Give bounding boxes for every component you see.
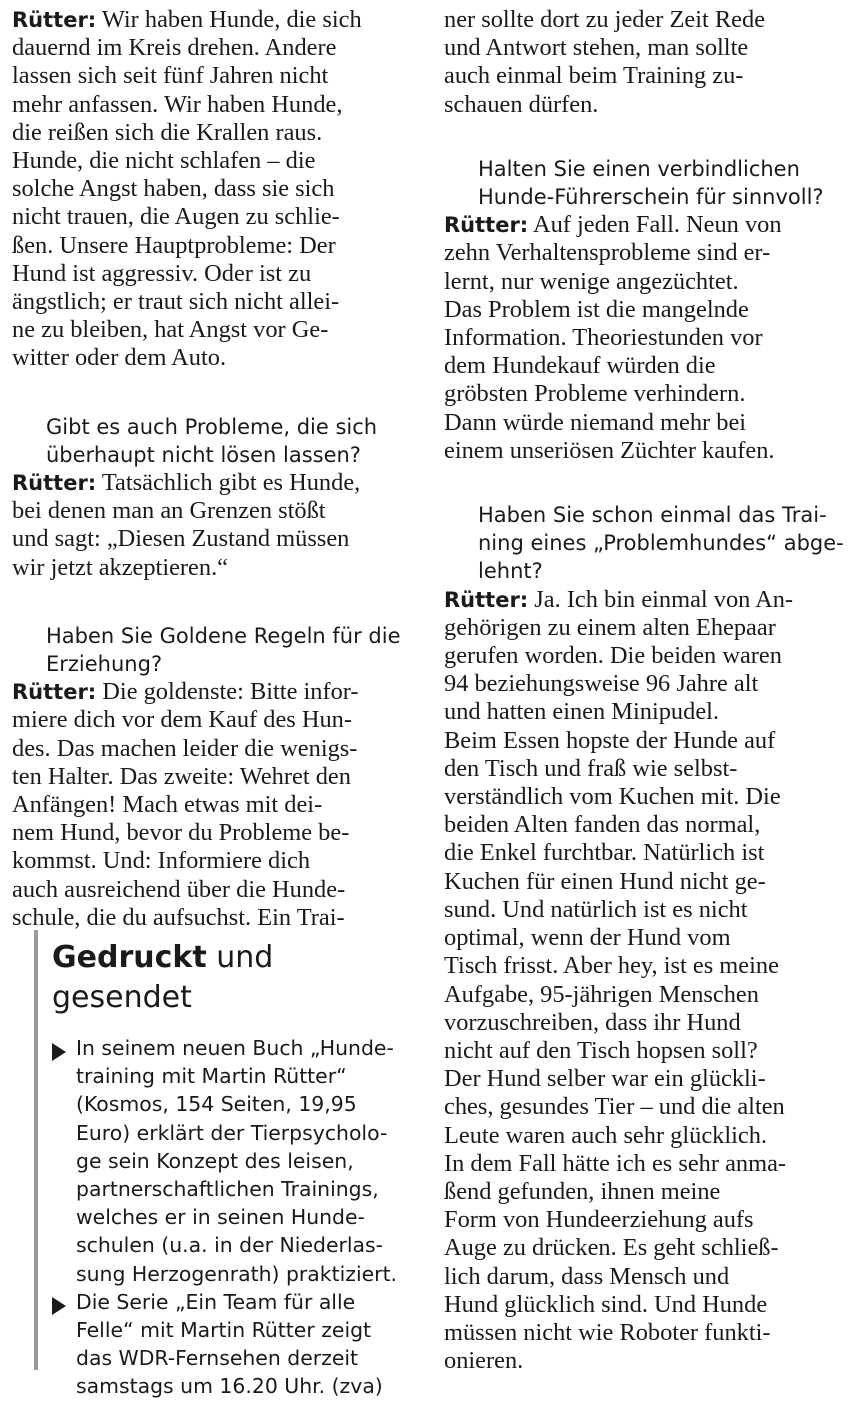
text-line: ning eines „Problemhundes“ abge- — [478, 531, 844, 556]
text-line: ne zu bleiben, hat Angst vor Ge- — [12, 316, 329, 344]
text-line: Hund glücklich sind. Und Hunde — [444, 1290, 768, 1318]
text-line: lehnt? — [478, 559, 543, 584]
text-line: lassen sich seit fünf Jahren nicht — [12, 62, 329, 90]
text-line: die Enkel furchtbar. Natürlich ist — [444, 839, 765, 867]
text-line: kommst. Und: Informiere dich — [12, 847, 311, 875]
text-line: In seinem neuen Buch „Hunde- — [76, 1036, 394, 1060]
text-line: Gibt es auch Probleme, die sich — [46, 414, 378, 439]
text-line: Aufgabe, 95-jährigen Menschen — [444, 980, 759, 1008]
text-line: Felle“ mit Martin Rütter zeigt — [76, 1318, 372, 1343]
text-line: solche Angst haben, dass sie sich — [12, 175, 335, 203]
info-bullet-text — [76, 1288, 383, 1401]
question-2 — [12, 413, 420, 469]
text-line: Euro) erklärt der Tierpsycholo- — [76, 1120, 388, 1145]
text-line: optimal, wenn der Hund vom — [444, 924, 731, 952]
speaker-label: Rütter: — [12, 680, 97, 705]
left-column — [12, 6, 420, 932]
speaker-label: Rütter: — [12, 471, 97, 496]
text-line: zehn Verhaltensprobleme sind er- — [444, 239, 771, 267]
text-line: mehr anfassen. Wir haben Hunde, — [12, 90, 343, 118]
text-line: vorzuschreiben, dass ihr Hund — [444, 1008, 741, 1036]
text-line: das WDR-Fernsehen derzeit — [76, 1346, 359, 1371]
answer-paragraph-2 — [12, 469, 420, 582]
text-line: auch einmal beim Training zu- — [444, 62, 744, 90]
text-line: Ja. Ich bin einmal von An- — [528, 585, 794, 613]
text-line: witter oder dem Auto. — [12, 344, 227, 372]
answer-paragraph-continued — [444, 6, 854, 119]
text-line: In dem Fall hätte ich es sehr anma- — [444, 1149, 787, 1177]
text-line: ten Halter. Das zweite: Wehret den — [12, 762, 351, 790]
text-line: einem unseriösen Züchter kaufen. — [444, 436, 775, 464]
answer-paragraph-1 — [12, 6, 420, 373]
info-box-title: Gedruckt und gesendet — [52, 940, 274, 1015]
text-line: des. Das machen leider die wenigs- — [12, 734, 358, 762]
text-line: dauernd im Kreis drehen. Andere — [12, 34, 337, 62]
text-line: Das Problem ist die mangelnde — [444, 295, 749, 323]
text-line: Auf jeden Fall. Neun von — [528, 211, 782, 239]
text-line: Die goldenste: Bitte infor- — [96, 678, 359, 706]
text-line: schule, die du aufsuchst. Ein Trai- — [12, 903, 345, 931]
text-line: Form von Hundeerziehung aufs — [444, 1206, 754, 1234]
text-line: onieren. — [444, 1347, 524, 1375]
text-line: ßend gefunden, ihnen meine — [444, 1177, 721, 1205]
speaker-label: Rütter: — [12, 8, 97, 32]
text-line: partnerschaftlichen Trainings, — [76, 1177, 379, 1202]
question-4 — [444, 155, 854, 211]
text-line: gehörigen zu einem alten Ehepaar — [444, 613, 776, 641]
text-line: nem Hund, bevor du Probleme be- — [12, 819, 350, 847]
speaker-label: Rütter: — [444, 587, 529, 612]
question-5 — [444, 501, 854, 586]
text-line: und sagt: „Diesen Zustand müssen — [12, 525, 350, 553]
text-line: Halten Sie einen verbindlichen — [478, 156, 800, 181]
text-line: 94 beziehungsweise 96 Jahre alt — [444, 670, 759, 698]
text-line: miere dich vor dem Kauf des Hun- — [12, 706, 353, 734]
text-line: nicht auf den Tisch hopsen soll? — [444, 1036, 758, 1064]
text-line: auch ausreichend über die Hunde- — [12, 875, 346, 903]
text-line: und Antwort stehen, man sollte — [444, 34, 749, 62]
text-line: ches, gesundes Tier – und die alten — [444, 1093, 785, 1121]
text-line: beiden Alten fanden das normal, — [444, 811, 761, 839]
text-line: schauen dürfen. — [444, 90, 599, 118]
text-line: die reißen sich die Krallen raus. — [12, 118, 323, 146]
text-line: Hunde, die nicht schlafen – die — [12, 147, 316, 175]
text-line: samstags um 16.20 Uhr. (zva) — [76, 1374, 383, 1399]
info-bullet-text — [76, 1034, 397, 1288]
right-column — [444, 6, 854, 1375]
info-bullet-tv — [52, 1288, 414, 1401]
triangle-bullet-icon — [52, 1297, 66, 1315]
text-line: Information. Theoriestunden vor — [444, 324, 763, 352]
text-line: verständlich vom Kuchen mit. Die — [444, 783, 781, 811]
text-line: Wir haben Hunde, die sich — [96, 6, 362, 33]
text-line: Die Serie „Ein Team für alle — [76, 1289, 356, 1314]
text-line: Kuchen für einen Hund nicht ge- — [444, 867, 766, 895]
text-line: gröbsten Probleme verhindern. — [444, 380, 746, 408]
text-line: Hund ist aggressiv. Oder ist zu — [12, 259, 312, 287]
text-line: müssen nicht wie Roboter funkti- — [444, 1318, 771, 1346]
answer-paragraph-5 — [444, 586, 854, 1376]
text-line: Auge zu drücken. Es geht schließ- — [444, 1234, 779, 1262]
speaker-label: Rütter: — [444, 213, 529, 238]
text-line: wir jetzt akzeptieren.“ — [12, 553, 229, 581]
text-line: Tatsächlich gibt es Hunde, — [96, 469, 361, 497]
text-line: dem Hundekauf würden die — [444, 352, 716, 380]
text-line: lernt, nur wenige angezüchtet. — [444, 267, 739, 295]
text-line: Beim Essen hopste der Hunde auf — [444, 726, 776, 754]
question-3 — [12, 622, 420, 678]
text-line: Der Hund selber war ein glückli- — [444, 1065, 766, 1093]
text-line: Leute waren auch sehr glücklich. — [444, 1121, 768, 1149]
text-line: sund. Und natürlich ist es nicht — [444, 895, 748, 923]
text-line: ängstlich; er traut sich nicht allei- — [12, 288, 340, 316]
text-line: Dann würde niemand mehr bei — [444, 408, 747, 436]
text-line: nicht trauen, die Augen zu schlie- — [12, 203, 340, 231]
text-line: und hatten einen Minipudel. — [444, 698, 720, 726]
text-line: Hunde-Führerschein für sinnvoll? — [478, 185, 824, 210]
triangle-bullet-icon — [52, 1043, 66, 1061]
text-line: ßen. Unsere Hauptprobleme: Der — [12, 231, 336, 259]
text-line: schulen (u.a. in der Niederlas- — [76, 1233, 384, 1258]
answer-paragraph-3 — [12, 678, 420, 932]
text-line: Tisch frisst. Aber hey, ist es meine — [444, 952, 779, 980]
text-line: gerufen worden. Die beiden waren — [444, 642, 782, 670]
text-line: lich darum, dass Mensch und — [444, 1262, 730, 1290]
text-line: Erziehung? — [46, 652, 163, 677]
text-line: training mit Martin Rütter“ — [76, 1064, 347, 1089]
text-line: bei denen man an Grenzen stößt — [12, 497, 326, 525]
text-line: sung Herzogenrath) praktiziert. — [76, 1261, 398, 1286]
text-line: (Kosmos, 154 Seiten, 19,95 — [76, 1092, 357, 1117]
text-line: Haben Sie schon einmal das Trai- — [478, 503, 827, 528]
text-line: ner sollte dort zu jeder Zeit Rede — [444, 6, 766, 33]
text-line: überhaupt nicht lösen lassen? — [46, 442, 361, 467]
text-line: welches er in seinen Hunde- — [76, 1205, 365, 1230]
text-line: ge sein Konzept des leisen, — [76, 1148, 354, 1173]
text-line: Anfängen! Mach etwas mit dei- — [12, 791, 323, 819]
text-line: den Tisch und fraß wie selbst- — [444, 754, 738, 782]
info-bullet-book — [52, 1034, 414, 1288]
answer-paragraph-4 — [444, 211, 854, 465]
info-box — [34, 930, 414, 1399]
text-line: Haben Sie Goldene Regeln für die — [46, 623, 401, 648]
